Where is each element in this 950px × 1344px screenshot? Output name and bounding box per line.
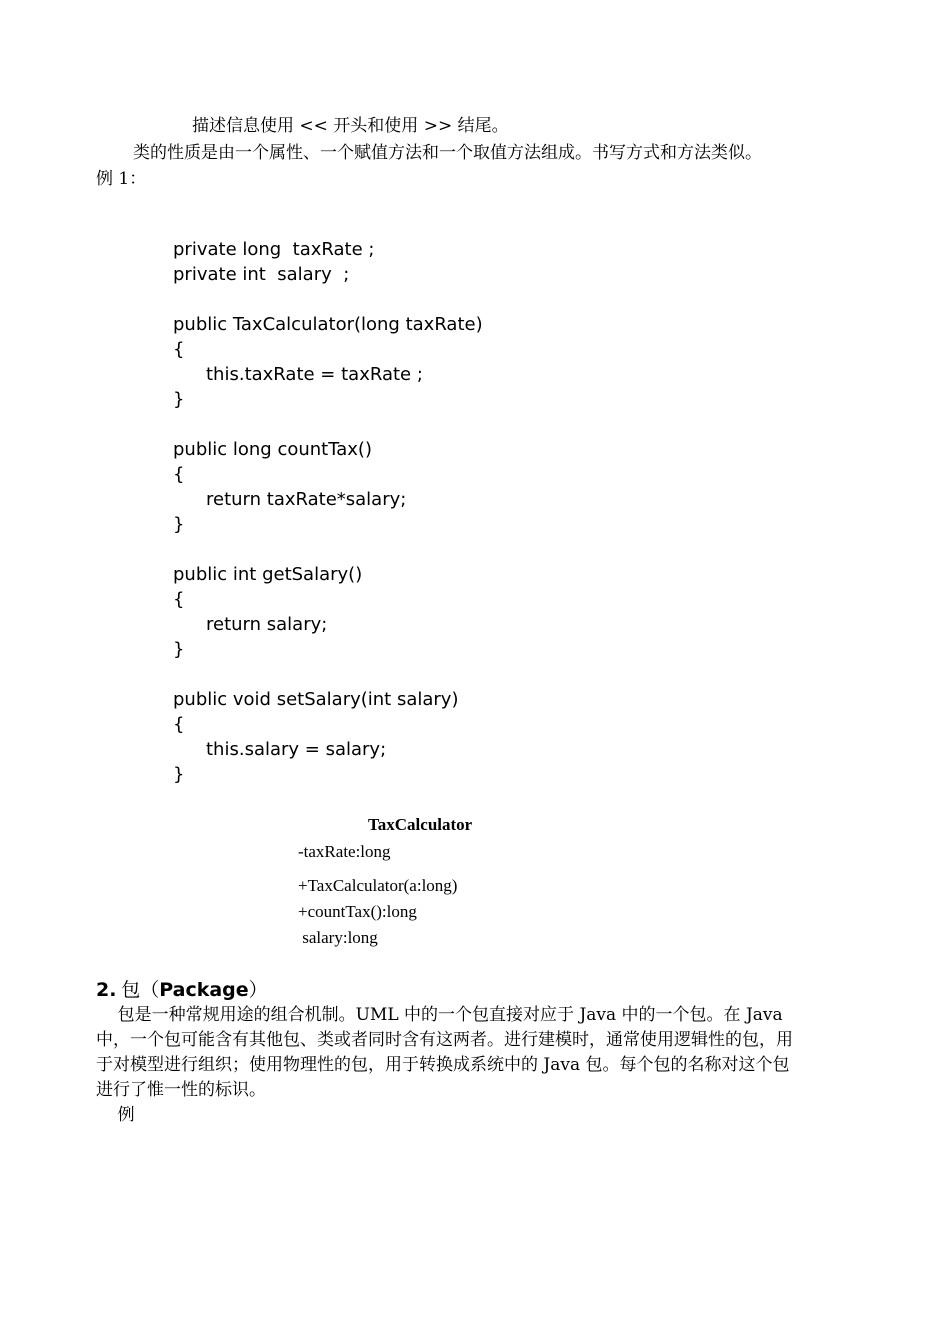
package-paragraph [96, 1003, 874, 1128]
code-line [173, 412, 483, 437]
code-line: { [173, 464, 185, 485]
code-line: private long taxRate ; [173, 239, 375, 260]
code-line: public int getSalary() [173, 564, 363, 585]
paragraph-line: 进行了惟一性的标识。 [96, 1080, 266, 1100]
code-line: } [173, 389, 185, 410]
paragraph-line: 包是一种常规用途的组合机制。UML 中的一个包直接对应于 Java 中的一个包。在 Java [96, 1005, 783, 1025]
code-line: return salary; [206, 614, 328, 635]
section-title-zh: 包（ [121, 979, 160, 1001]
section-title-en: Package [159, 979, 249, 1001]
section-heading [96, 975, 268, 1002]
section-title-close: ） [248, 979, 268, 1001]
code-line: public long countTax() [173, 439, 372, 460]
uml-operation-constructor: +TaxCalculator(a:long) [298, 876, 458, 895]
intro-line-1: 描述信息使用 << 开头和使用 >> 结尾。 [192, 116, 509, 136]
uml-attribute: -taxRate:long [298, 842, 391, 861]
code-line: public TaxCalculator(long taxRate) [173, 314, 483, 335]
code-line [173, 662, 483, 687]
code-line: } [173, 764, 185, 785]
code-line: public void setSalary(int salary) [173, 689, 459, 710]
section-number: 2. [96, 979, 117, 1001]
uml-operation-count-tax: +countTax():long [298, 902, 417, 921]
code-line: { [173, 339, 185, 360]
code-line [173, 287, 483, 312]
paragraph-line: 例 [96, 1105, 135, 1125]
code-line: { [173, 714, 185, 735]
paragraph-line: 于对模型进行组织；使用物理性的包，用于转换成系统中的 Java 包。每个包的名称对这个包 [96, 1055, 790, 1075]
example-label: 例 1： [96, 169, 147, 189]
uml-operation-salary: salary:long [298, 928, 378, 947]
uml-class-name: TaxCalculator [368, 815, 473, 834]
intro-line-2: 类的性质是由一个属性、一个赋值方法和一个取值方法组成。书写方式和方法类似。 [133, 143, 762, 163]
code-line: } [173, 514, 185, 535]
code-line: { [173, 589, 185, 610]
code-line: this.taxRate = taxRate ; [206, 364, 423, 385]
code-block [173, 237, 483, 787]
paragraph-line: 中，一个包可能含有其他包、类或者同时含有这两者。进行建模时，通常使用逻辑性的包，用 [96, 1030, 793, 1050]
code-line: private int salary ; [173, 264, 350, 285]
code-line: } [173, 639, 185, 660]
code-line: this.salary = salary; [206, 739, 387, 760]
code-line: return taxRate*salary; [206, 489, 407, 510]
code-line [173, 537, 483, 562]
